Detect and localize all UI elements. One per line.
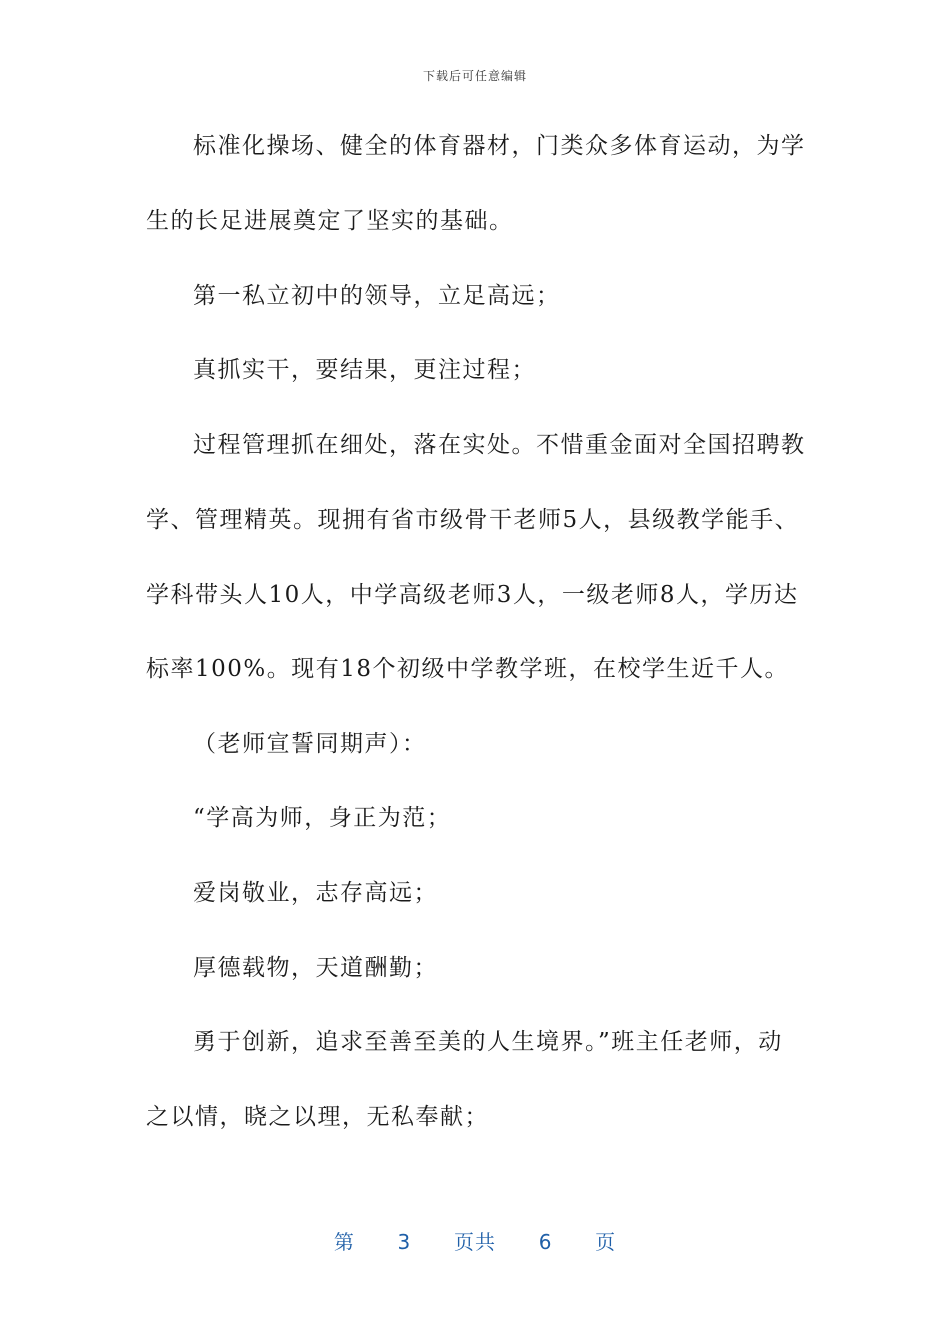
footer-middle: 页共 [454,1230,496,1254]
paragraph-line: 真抓实干，要结果，更注过程； [193,357,536,383]
paragraph-line: 标准化操场、健全的体育器材，门类众多体育运动，为学 [193,133,806,159]
footer-prefix: 第 [333,1230,355,1254]
paragraph-line: “学高为师，身正为范； [193,805,452,831]
paragraph-line: 厚德载物，天道酬勤； [193,955,438,981]
paragraph-line: 第一私立初中的领导，立足高远； [193,283,561,309]
footer-suffix: 页 [595,1230,617,1254]
paragraph-line: 学、管理精英。现拥有省市级骨干老师5人，县级教学能手、 [146,507,800,533]
paragraph-line: 学科带头人10人，中学高级老师3人，一级老师8人，学历达 [146,582,799,608]
paragraph-line: 勇于创新，追求至善至美的人生境界。”班主任老师，动 [193,1029,783,1055]
paragraph-line: 爱岗敬业，志存高远； [193,880,438,906]
page-footer [0,1226,950,1255]
paragraph-line: 生的长足进展奠定了坚实的基础。 [146,208,514,234]
header-note: 下载后可任意编辑 [422,69,527,83]
paragraph-line: 标率100%。现有18个初级中学教学班，在校学生近千人。 [146,656,790,682]
total-pages-number: 6 [538,1230,553,1254]
paragraph-line: （老师宣誓同期声）： [193,731,427,757]
paragraph-line: 之以情，晓之以理，无私奉献； [146,1104,489,1130]
paragraph-line: 过程管理抓在细处，落在实处。不惜重金面对全国招聘教 [193,432,806,458]
current-page-number: 3 [397,1230,412,1254]
